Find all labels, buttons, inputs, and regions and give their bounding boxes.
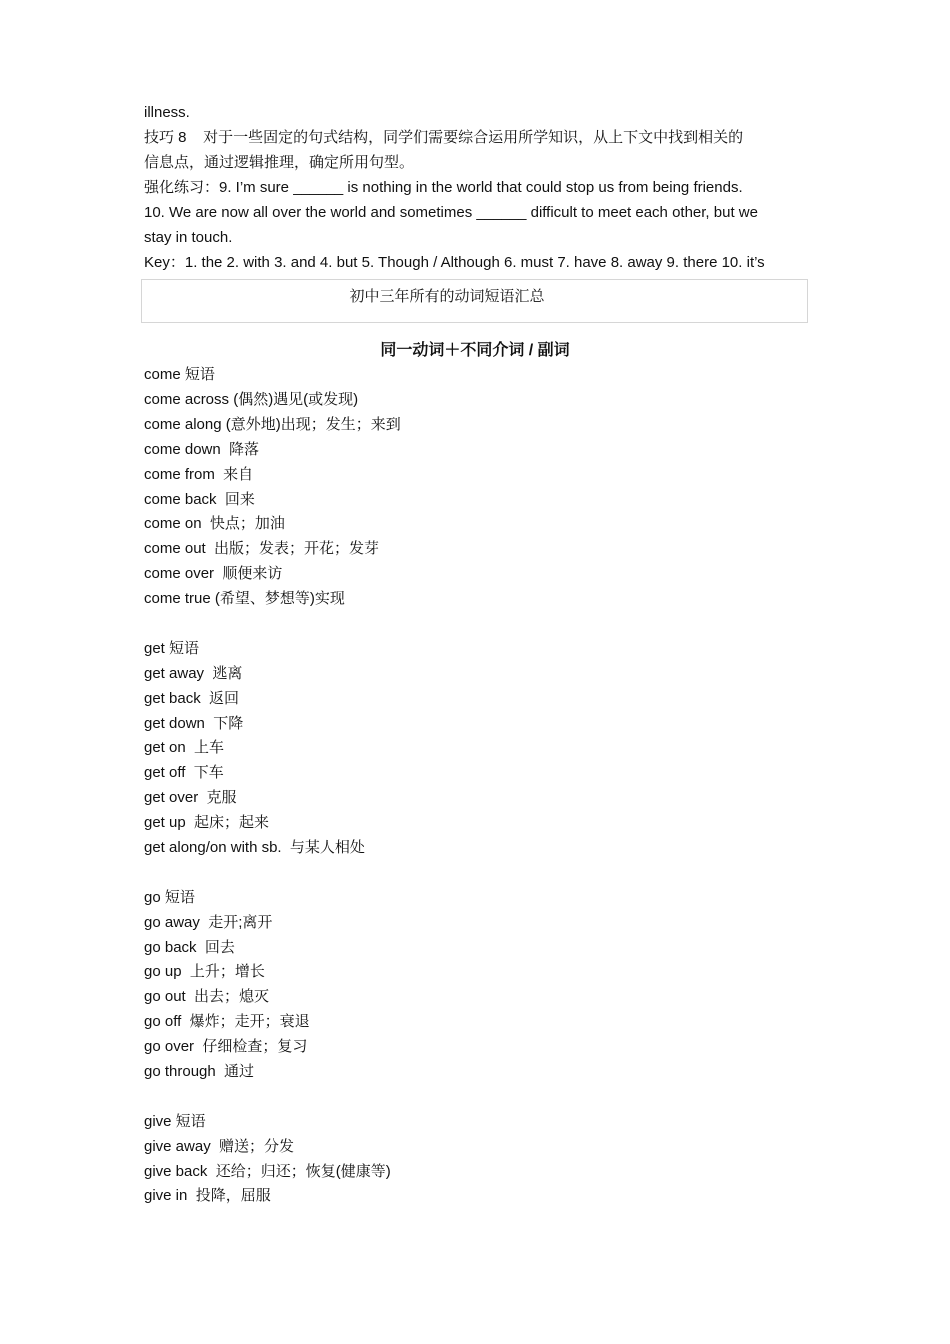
phrase-item: come across (偶然)遇见(或发现): [144, 391, 359, 408]
phrase-item: get up 起床；起来: [144, 814, 270, 831]
phrase-item: get along/on with sb. 与某人相处: [144, 839, 365, 856]
exercise-line: 10. We are now all over the world and sometimes ______ difficult to meet each other, but we: [144, 204, 758, 221]
phrase-item: come from 来自: [144, 466, 254, 483]
phrase-item: come along (意外地)出现；发生；来到: [144, 416, 401, 433]
exercise-line: 强化练习：9. I’m sure ______ is nothing in the world that could stop us from being friends.: [144, 179, 743, 196]
phrase-item: give away 赠送；分发: [144, 1138, 295, 1155]
phrase-item: go up 上升；增长: [144, 963, 265, 980]
phrase-item: get on 上车: [144, 739, 225, 756]
phrase-item: come down 降落: [144, 441, 260, 458]
phrase-item: get over 克服: [144, 789, 237, 806]
group-heading-go: go 短语: [144, 889, 195, 906]
intro-line: 技巧 8 对于一些固定的句式结构，同学们需要综合运用所学知识，从上下文中找到相关的: [144, 129, 744, 146]
group-heading-get: get 短语: [144, 640, 200, 657]
document-title: 初中三年所有的动词短语汇总: [349, 288, 545, 305]
phrase-item: come true (希望、梦想等)实现: [144, 590, 345, 607]
phrase-item: go back 回去: [144, 939, 235, 956]
phrase-item: give back 还给；归还；恢复(健康等): [144, 1163, 391, 1180]
section-heading: 同一动词＋不同介词 / 副词: [380, 342, 570, 359]
phrase-item: come on 快点；加油: [144, 515, 285, 532]
intro-line: 信息点，通过逻辑推理，确定所用句型。: [144, 154, 415, 171]
phrase-item: get off 下车: [144, 764, 224, 781]
phrase-item: go out 出去；熄灭: [144, 988, 270, 1005]
phrase-item: go away 走开;离开: [144, 914, 273, 931]
phrase-item: get away 逃离: [144, 665, 243, 682]
document-title-box: [141, 279, 808, 323]
phrase-item: come over 顺便来访: [144, 565, 283, 582]
answer-key-line: Key：1. the 2. with 3. and 4. but 5. Though / Although 6. must 7. have 8. away 9. there 10. it’s: [144, 254, 765, 271]
phrase-item: go through 通过: [144, 1063, 255, 1080]
exercise-line: stay in touch.: [144, 229, 233, 246]
phrase-item: go over 仔细检查；复习: [144, 1038, 308, 1055]
phrase-item: go off 爆炸；走开；衰退: [144, 1013, 310, 1030]
phrase-item: give in 投降，屈服: [144, 1187, 271, 1204]
phrase-item: get back 返回: [144, 690, 240, 707]
phrase-item: come back 回来: [144, 491, 255, 508]
intro-line: illness.: [144, 104, 190, 121]
group-heading-come: come 短语: [144, 366, 215, 383]
phrase-item: come out 出版；发表；开花；发芽: [144, 540, 380, 557]
phrase-item: get down 下降: [144, 715, 244, 732]
group-heading-give: give 短语: [144, 1113, 206, 1130]
